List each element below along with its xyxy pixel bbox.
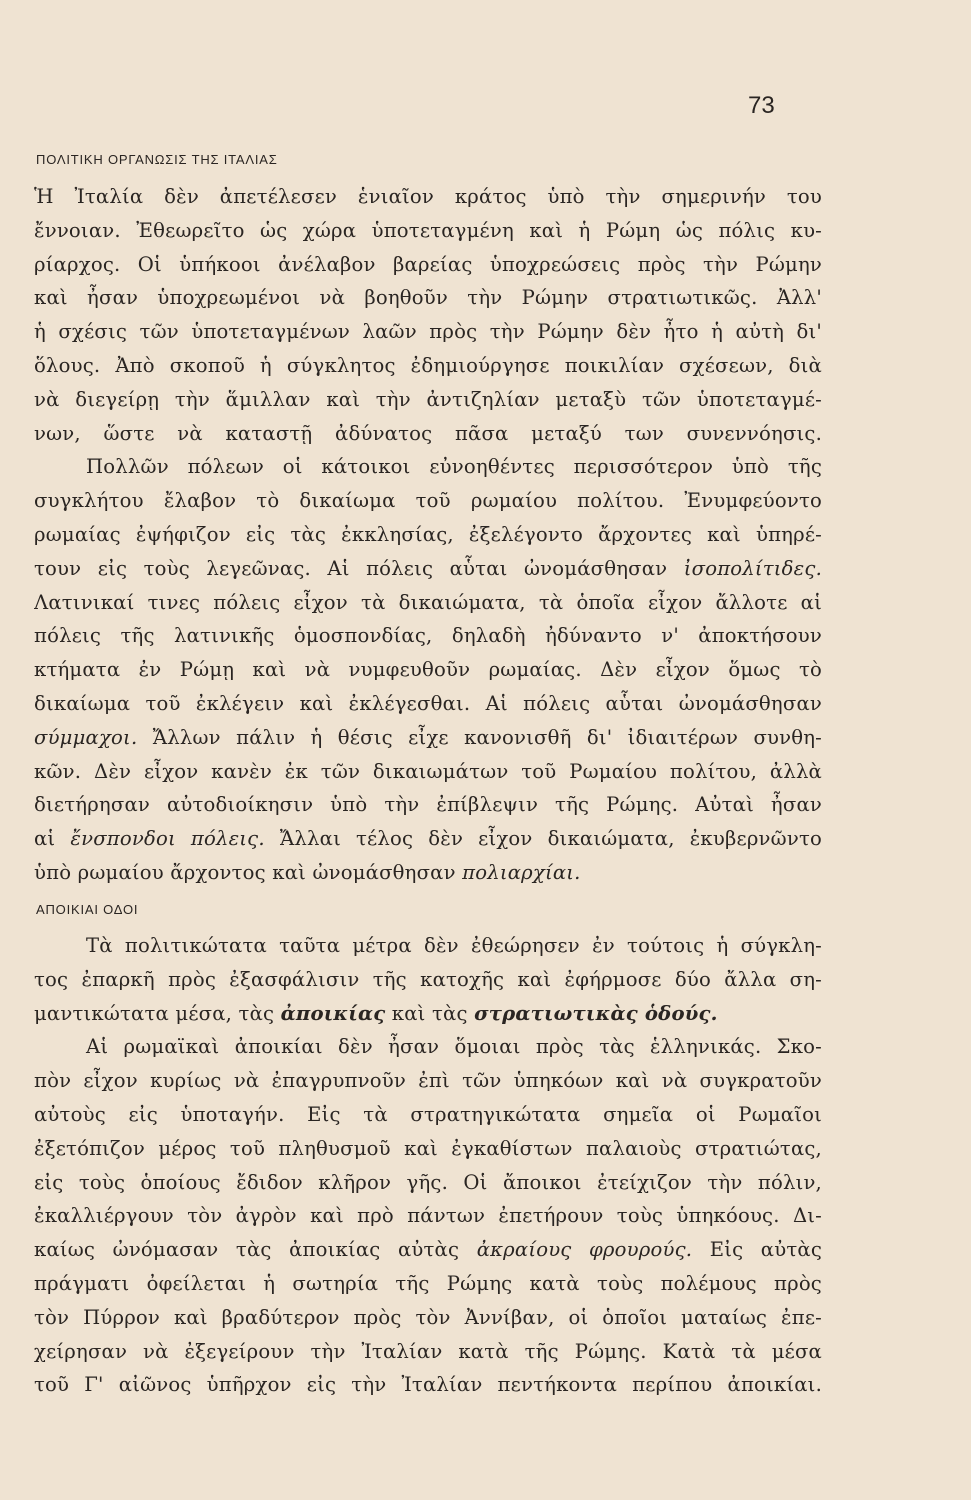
italic-term: σύμμαχοι. <box>34 725 138 749</box>
text-line: αἱ ἔνσπονδοι πόλεις. Ἄλλαι τέλος δὲν εἶχον δικαιώματα, ἐκυβερνῶντο <box>34 827 822 851</box>
text-line: τος ἐπαρκῆ πρὸς ἐξασφάλισιν τῆς κατοχῆς καὶ ἐφήρμοσε δύο ἄλλα ση- <box>34 967 822 991</box>
text-line: πράγματι ὀφείλεται ἡ σωτηρία τῆς Ρώμης κατὰ τοὺς πολέμους πρὸς <box>34 1271 822 1295</box>
text-line: Ἡ Ἰταλία δὲν ἀπετέλεσεν ἑνιαῖον κράτος ὑπὸ τὴν σημερινήν του <box>34 185 822 208</box>
text-line: διετήρησαν αὐτοδιοίκησιν ὑπὸ τὴν ἐπίβλεψιν τῆς Ρώμης. Αὐταὶ ἦσαν <box>34 793 822 817</box>
text-line: αὐτοὺς εἰς ὑποταγήν. Εἰς τὰ στρατηγικώτατα σημεῖα οἱ Ρωμαῖοι <box>34 1102 822 1126</box>
text-line: σύμμαχοι. Ἄλλων πάλιν ἡ θέσις εἶχε κανονισθῆ δι' ἰδιαιτέρων συνθη- <box>34 725 822 749</box>
text-line: Αἱ ρωμαϊκαὶ ἀποικίαι δὲν ἦσαν ὅμοιαι πρὸς τὰς ἑλληνικάς. Σκο- <box>86 1035 822 1059</box>
text-line: καὶ ἦσαν ὑποχρεωμένοι νὰ βοηθοῦν τὴν Ρώμην στρατιωτικῶς. Ἀλλ' <box>34 286 822 310</box>
section-heading-colonies-roads: ΑΠΟΙΚΙΑΙ ΟΔΟΙ <box>36 902 139 917</box>
text-line: μαντικώτατα μέσα, τὰς ἀποικίας καὶ τὰς στρατιωτικὰς ὁδούς. <box>34 1001 718 1025</box>
section-body-colonies-roads <box>34 929 822 1402</box>
text-line: χείρησαν νὰ ἐξεγείρουν τὴν Ἰταλίαν κατὰ τῆς Ρώμης. Κατὰ τὰ μέσα <box>34 1339 822 1363</box>
text-line: κῶν. Δὲν εἶχον κανὲν ἐκ τῶν δικαιωμάτων τοῦ Ρωμαίου πολίτου, ἀλλὰ <box>34 759 822 783</box>
text-line: ἡ σχέσις τῶν ὑποτεταγμένων λαῶν πρὸς τὴν Ρώμην δὲν ἦτο ἡ αὐτὴ δι' <box>34 320 822 344</box>
text-line: ρωμαίας ἐψήφιζον εἰς τὰς ἐκκλησίας, ἐξελέγοντο ἄρχοντες καὶ ὑπηρέ- <box>34 522 822 546</box>
text-line: καίως ὠνόμασαν τὰς ἀποικίας αὐτὰς ἀκραίους φρουρούς. Εἰς αὐτὰς <box>34 1238 822 1262</box>
text-line: Λατινικαί τινες πόλεις εἶχον τὰ δικαιώματα, τὰ ὁποῖα εἶχον ἄλλοτε αἱ <box>34 590 822 614</box>
italic-term: ἰσοπολίτιδες. <box>683 556 822 580</box>
text-line: ρίαρχος. Οἱ ὑπήκοοι ἀνέλαβον βαρείας ὑποχρεώσεις πρὸς τὴν Ρώμην <box>34 252 822 276</box>
text-line: τοῦ Γ' αἰῶνος ὑπῆρχον εἰς τὴν Ἰταλίαν πεντήκοντα περίπου ἀποικίαι. <box>34 1373 822 1397</box>
italic-term: ἔνσπονδοι πόλεις. <box>70 827 265 851</box>
text-line: νων, ὥστε νὰ καταστῇ ἀδύνατος πᾶσα μεταξύ των συνεννόησις. <box>34 421 822 445</box>
text-line: ἐξετόπιζον μέρος τοῦ πληθυσμοῦ καὶ ἐγκαθίστων παλαιοὺς στρατιώτας, <box>34 1136 822 1160</box>
text-line: πὸν εἶχον κυρίως νὰ ἐπαγρυπνοῦν ἐπὶ τῶν ὑπηκόων καὶ νὰ συγκρατοῦν <box>34 1069 822 1093</box>
text-line: ἔννοιαν. Ἐθεωρεῖτο ὡς χώρα ὑποτεταγμένη καὶ ἡ Ρώμη ὡς πόλις κυ- <box>34 218 822 242</box>
italic-term: πολιαρχίαι. <box>462 860 581 884</box>
text-line: Πολλῶν πόλεων οἱ κάτοικοι εὐνοηθέντες περισσότερον ὑπὸ τῆς <box>86 455 822 479</box>
text-line: κτήματα ἐν Ρώμῃ καὶ νὰ νυμφευθοῦν ρωμαίας. Δὲν εἶχον ὅμως τὸ <box>34 658 822 682</box>
bold-term: στρατιωτικὰς ὁδούς. <box>474 1001 718 1025</box>
text-line: πόλεις τῆς λατινικῆς ὁμοσπονδίας, δηλαδὴ ἠδύναντο ν' ἀποκτήσουν <box>34 624 822 648</box>
section-body-political-organization <box>34 180 822 890</box>
text-line: ἐκαλλιέργουν τὸν ἀγρὸν καὶ πρὸ πάντων ἐπετήρουν τοὺς ὑπηκόους. Δι- <box>34 1204 822 1228</box>
italic-term: ἀκραίους φρουρούς. <box>476 1238 693 1262</box>
bold-term: ἀποικίας <box>280 1001 386 1025</box>
text-line: τὸν Πύρρον καὶ βραδύτερον πρὸς τὸν Ἀννίβαν, οἱ ὁποῖοι ματαίως ἐπε- <box>34 1305 822 1329</box>
page-number: 73 <box>748 92 775 119</box>
text-line: εἰς τοὺς ὁποίους ἔδιδον κλῆρον γῆς. Οἱ ἄποικοι ἐτείχιζον τὴν πόλιν, <box>34 1170 822 1194</box>
text-line: Τὰ πολιτικώτατα ταῦτα μέτρα δὲν ἐθεώρησεν ἐν τούτοις ἡ σύγκλη- <box>86 934 822 957</box>
section-heading-political-organization: ΠΟΛΙΤΙΚΗ ΟΡΓΑΝΩΣΙΣ ΤΗΣ ΙΤΑΛΙΑΣ <box>36 152 278 167</box>
text-line: δικαίωμα τοῦ ἐκλέγειν καὶ ἐκλέγεσθαι. Αἱ πόλεις αὗται ὠνομάσθησαν <box>34 691 822 715</box>
text-line: ὅλους. Ἀπὸ σκοποῦ ἡ σύγκλητος ἐδημιούργησε ποικιλίαν σχέσεων, διὰ <box>34 353 822 377</box>
text-line: νὰ διεγείρῃ τὴν ἅμιλλαν καὶ τὴν ἀντιζηλίαν μεταξὺ τῶν ὑποτεταγμέ- <box>34 387 822 411</box>
text-line: ὑπὸ ρωμαίου ἄρχοντος καὶ ὠνομάσθησαν πολιαρχίαι. <box>34 860 581 884</box>
text-line: συγκλήτου ἔλαβον τὸ δικαίωμα τοῦ ρωμαίου πολίτου. Ἐνυμφεύοντο <box>34 489 822 513</box>
text-line: τουν εἰς τοὺς λεγεῶνας. Αἱ πόλεις αὗται ὠνομάσθησαν ἰσοπολίτιδες. <box>34 556 822 580</box>
